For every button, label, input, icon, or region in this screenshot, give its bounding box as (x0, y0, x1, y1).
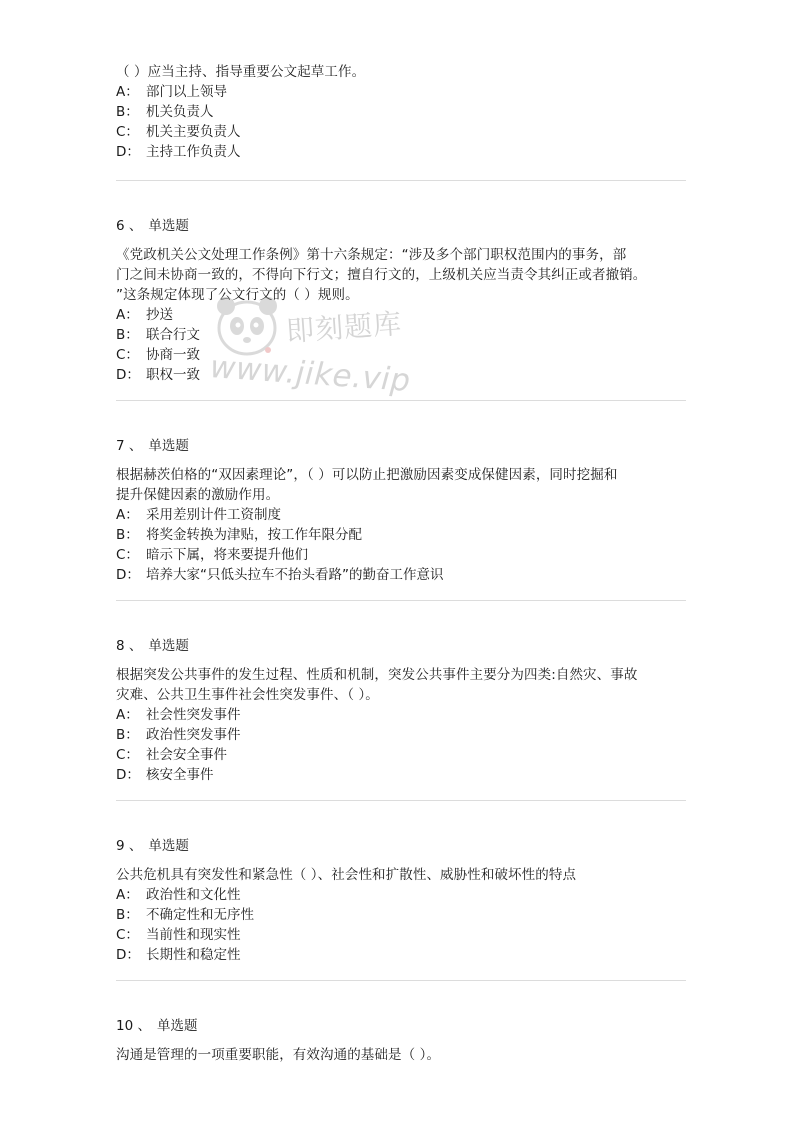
watermark-brand: 即刻题库 (285, 306, 404, 349)
option-text: 部门以上领导 (146, 84, 227, 100)
question-7 (116, 436, 617, 585)
question-number: 10 、 (116, 1018, 151, 1034)
question-stem-line: ”这条规定体现了公文行文的（ ）规则。 (116, 287, 359, 303)
question-8 (116, 636, 637, 785)
question-type: 单选题 (148, 638, 189, 654)
option-b[interactable] (116, 102, 365, 122)
option-letter: B： (116, 327, 139, 343)
question-6 (116, 216, 646, 385)
option-letter: C： (116, 927, 139, 943)
question-divider (116, 400, 686, 401)
option-d[interactable] (116, 142, 365, 162)
option-text: 政治性和文化性 (146, 887, 241, 903)
option-c[interactable] (116, 745, 637, 765)
option-letter: A： (116, 507, 139, 523)
option-text: 将奖金转换为津贴，按工作年限分配 (146, 527, 362, 543)
question-stem-line: 根据突发公共事件的发生过程、性质和机制，突发公共事件主要分为四类:自然灾、事故 (116, 667, 638, 683)
question-5-partial (116, 62, 365, 162)
option-text: 职权一致 (146, 367, 200, 383)
question-stem-line: 《党政机关公文处理工作条例》第十六条规定：“涉及多个部门职权范围内的事务，部 (116, 247, 627, 263)
question-divider (116, 180, 686, 181)
option-b[interactable] (116, 905, 576, 925)
question-stem-line: 灾难、公共卫生事件社会性突发事件、（ ）。 (116, 687, 379, 703)
option-text: 抄送 (146, 307, 173, 323)
option-letter: A： (116, 84, 139, 100)
option-letter: B： (116, 527, 139, 543)
option-b[interactable] (116, 725, 637, 745)
question-type: 单选题 (156, 1018, 198, 1034)
question-header (116, 436, 617, 456)
question-type: 单选题 (148, 838, 189, 854)
option-b[interactable] (116, 525, 617, 545)
question-divider (116, 600, 686, 601)
option-letter: D： (116, 144, 140, 160)
option-letter: C： (116, 547, 139, 563)
question-number: 9 、 (116, 838, 143, 854)
option-a[interactable] (116, 885, 576, 905)
question-header (116, 636, 637, 656)
option-letter: B： (116, 104, 139, 120)
option-letter: D： (116, 367, 140, 383)
question-type: 单选题 (148, 218, 189, 234)
option-letter: D： (116, 767, 140, 783)
option-letter: D： (116, 947, 140, 963)
option-text: 主持工作负责人 (146, 144, 241, 160)
watermark-url: www.jike.vip (208, 349, 412, 399)
option-d[interactable] (116, 365, 646, 385)
option-letter: A： (116, 707, 139, 723)
option-d[interactable] (116, 565, 617, 585)
option-d[interactable] (116, 945, 576, 965)
option-letter: C： (116, 124, 139, 140)
option-a[interactable] (116, 305, 646, 325)
option-text: 暗示下属，将来要提升他们 (146, 547, 308, 563)
option-text: 培养大家“只低头拉车不抬头看路”的勤奋工作意识 (146, 567, 444, 583)
option-text: 不确定性和无序性 (146, 907, 254, 923)
option-text: 核安全事件 (146, 767, 214, 783)
option-text: 机关主要负责人 (146, 124, 241, 140)
question-stem-line: 公共危机具有突发性和紧急性（ ）、社会性和扩散性、威胁性和破坏性的特点 (116, 867, 577, 883)
option-letter: A： (116, 307, 139, 323)
question-number: 7 、 (116, 438, 143, 454)
question-stem-line: 门之间未协商一致的，不得向下行文；擅自行文的，上级机关应当责令其纠正或者撤销。 (116, 267, 647, 283)
question-stem-line: 提升保健因素的激励作用。 (116, 487, 280, 503)
option-letter: D： (116, 567, 140, 583)
option-text: 社会安全事件 (146, 747, 227, 763)
question-header (116, 216, 646, 236)
option-a[interactable] (116, 505, 617, 525)
question-header (116, 1016, 440, 1036)
question-10 (116, 1016, 440, 1065)
question-stem-line: 沟通是管理的一项重要职能，有效沟通的基础是（ ）。 (116, 1047, 441, 1063)
question-stem-line: 根据赫茨伯格的“双因素理论”，（ ）可以防止把激励因素变成保健因素，同时挖掘和 (116, 467, 618, 483)
option-letter: B： (116, 727, 139, 743)
question-9 (116, 836, 576, 965)
option-a[interactable] (116, 705, 637, 725)
option-letter: A： (116, 887, 139, 903)
option-text: 协商一致 (146, 347, 200, 363)
option-text: 联合行文 (146, 327, 200, 343)
option-d[interactable] (116, 765, 637, 785)
question-header (116, 836, 576, 856)
question-divider (116, 980, 686, 981)
option-letter: C： (116, 747, 139, 763)
option-c[interactable] (116, 925, 576, 945)
option-c[interactable] (116, 122, 365, 142)
question-number: 6 、 (116, 218, 143, 234)
option-text: 社会性突发事件 (146, 707, 241, 723)
question-divider (116, 800, 686, 801)
option-text: 采用差别计件工资制度 (146, 507, 281, 523)
option-text: 政治性突发事件 (146, 727, 241, 743)
question-type: 单选题 (148, 438, 189, 454)
option-text: 长期性和稳定性 (146, 947, 241, 963)
option-text: 机关负责人 (146, 104, 214, 120)
option-b[interactable] (116, 325, 646, 345)
option-letter: C： (116, 347, 139, 363)
option-c[interactable] (116, 545, 617, 565)
question-number: 8 、 (116, 638, 143, 654)
option-text: 当前性和现实性 (146, 927, 241, 943)
option-letter: B： (116, 907, 139, 923)
option-a[interactable] (116, 82, 365, 102)
option-c[interactable] (116, 345, 646, 365)
question-stem: （ ）应当主持、指导重要公文起草工作。 (116, 64, 366, 80)
